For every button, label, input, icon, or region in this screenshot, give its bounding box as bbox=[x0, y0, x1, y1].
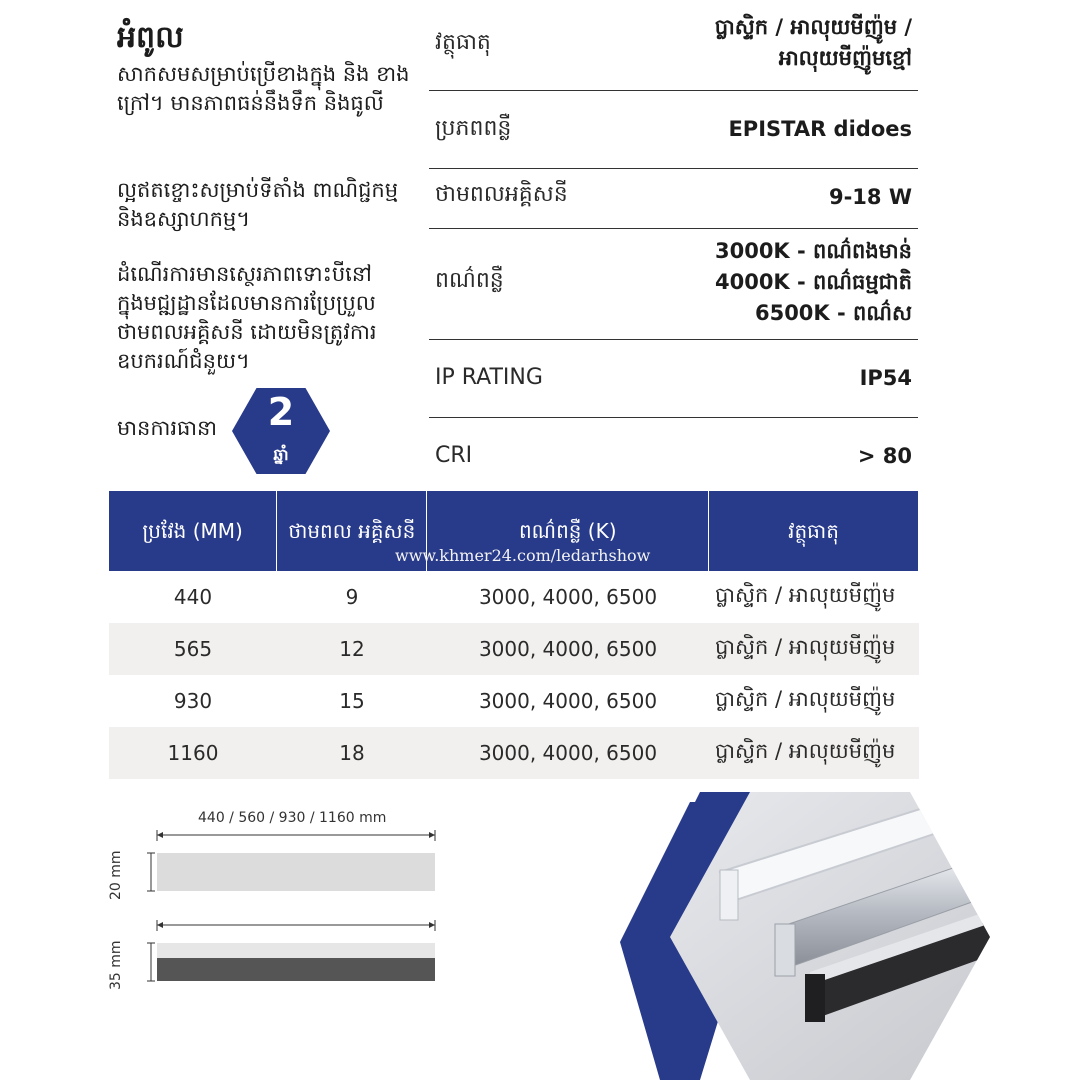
spec-row-ip-rating bbox=[429, 339, 918, 418]
spec-value-line: 4000K - ពណ៌ធម្មជាតិ bbox=[714, 270, 912, 294]
table-header-length: ប្រវែង (MM) bbox=[109, 491, 277, 571]
arrow-right-icon bbox=[429, 832, 435, 838]
spec-row-material bbox=[429, 0, 918, 91]
height-label-top: 20 mm bbox=[108, 850, 124, 900]
table-header bbox=[109, 491, 919, 571]
height-label-bottom: 35 mm bbox=[108, 940, 124, 990]
table-cell: 1160 bbox=[167, 741, 219, 765]
spec-value-line: IP54 bbox=[859, 366, 912, 390]
table-cell: 565 bbox=[173, 637, 213, 661]
table-cell: 15 bbox=[339, 689, 365, 713]
table-cell: 3000, 4000, 6500 bbox=[478, 637, 658, 661]
table-cell: 440 bbox=[173, 585, 213, 609]
spec-value-line: 9-18 W bbox=[828, 185, 912, 209]
spec-value bbox=[715, 12, 912, 74]
profile-diffuser bbox=[157, 943, 435, 958]
table-cell: ប្លាស្ទិក / អាលុយមីញ៉ូម bbox=[715, 686, 896, 711]
product-title: អំពូល bbox=[117, 20, 184, 55]
spec-value bbox=[860, 363, 912, 394]
spec-value-line: អាលុយមីញ៉ូមខ្មៅ bbox=[778, 46, 912, 70]
watermark-url: www.khmer24.com/ledarhshow bbox=[395, 546, 651, 565]
warranty-label: មានការធានា bbox=[117, 416, 217, 440]
warranty-years: 2 bbox=[267, 390, 295, 434]
spec-label: ថាមពលអគ្គិសនី bbox=[435, 182, 568, 207]
spec-value-line: 3000K - ពណ៌ពងមាន់ bbox=[714, 239, 912, 263]
spec-value bbox=[829, 182, 912, 213]
spec-value bbox=[715, 236, 912, 329]
description-paragraph-2: ល្អឥតខ្ចោះសម្រាប់ទីតាំង ពាណិជ្ជកម្ម និងឧស្សាហកម្ម។ bbox=[117, 178, 399, 231]
table-cell: 18 bbox=[339, 741, 365, 765]
table-cell: 9 bbox=[345, 585, 359, 609]
table-cell: ប្លាស្ទិក / អាលុយមីញ៉ូម bbox=[715, 582, 896, 607]
table-cell: ប្លាស្ទិក / អាលុយមីញ៉ូម bbox=[715, 738, 896, 763]
arrow-left-icon bbox=[157, 832, 163, 838]
spec-value bbox=[858, 441, 912, 472]
spec-value-line: EPISTAR didoes bbox=[728, 117, 912, 141]
table-cell: 3000, 4000, 6500 bbox=[478, 741, 658, 765]
spec-value-line: 6500K - ពណ៌ស bbox=[754, 301, 912, 325]
spec-label: ប្រភពពន្លឺ bbox=[435, 116, 512, 141]
table-cell: 930 bbox=[173, 689, 213, 713]
table-header-color-temp: ពណ៌ពន្លឺ (K) bbox=[427, 491, 709, 571]
table-row bbox=[109, 675, 919, 727]
length-dimension-label: 440 / 560 / 930 / 1160 mm bbox=[198, 810, 387, 826]
spec-value bbox=[728, 114, 912, 145]
description-paragraph-3: ដំណើរការមានស្ថេរភាពទោះបីនៅ ក្នុងមជ្ឍដ្ឋានដែលមានការប្រែប្រួល ថាមពលអគ្គិសនី ដោយមិនត្រូវការ ឧបករណ៍ជំនួយ។ bbox=[117, 262, 377, 373]
spec-label: CRI bbox=[435, 443, 473, 468]
product-photo bbox=[620, 792, 1000, 1080]
table-cell: ប្លាស្ទិក / អាលុយមីញ៉ូម bbox=[715, 634, 896, 659]
table-cell: 3000, 4000, 6500 bbox=[478, 689, 658, 713]
table-header-material: វត្ថុធាតុ bbox=[709, 491, 919, 571]
spec-row-light-color bbox=[429, 228, 918, 340]
spec-row-cri bbox=[429, 417, 918, 487]
arrow-right-icon bbox=[429, 922, 435, 928]
spec-label: ពណ៌ពន្លឺ bbox=[435, 268, 504, 293]
warranty-unit: ឆ្នាំ bbox=[273, 445, 289, 464]
spec-row-power bbox=[429, 168, 918, 229]
spec-label: IP RATING bbox=[435, 365, 543, 390]
profile-top-view bbox=[157, 853, 435, 891]
spec-label: វត្ថុធាតុ bbox=[435, 30, 491, 55]
arrow-left-icon bbox=[157, 922, 163, 928]
table-row bbox=[109, 571, 919, 623]
spec-value-line: > 80 bbox=[857, 444, 912, 468]
table-header-power: ថាមពល អគ្គិសនី bbox=[277, 491, 427, 571]
table-row bbox=[109, 727, 919, 779]
spec-row-light-source bbox=[429, 90, 918, 169]
table-cell: 12 bbox=[339, 637, 365, 661]
description-paragraph-1: សាកសមសម្រាប់ប្រើខាងក្នុង និង ខាងក្រៅ។ មានភាពធន់នឹងទឹក និងធូលី bbox=[117, 62, 410, 115]
product-table bbox=[109, 491, 919, 779]
table-row bbox=[109, 623, 919, 675]
profile-black-body bbox=[157, 958, 435, 981]
table-cell: 3000, 4000, 6500 bbox=[478, 585, 658, 609]
dimension-diagram bbox=[100, 825, 450, 995]
spec-value-line: ប្លាស្ទិក / អាលុយមីញ៉ូម / bbox=[714, 15, 912, 39]
